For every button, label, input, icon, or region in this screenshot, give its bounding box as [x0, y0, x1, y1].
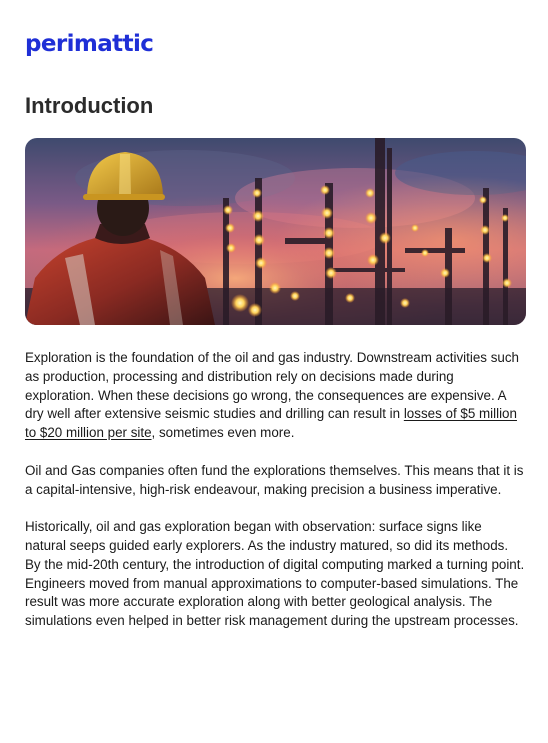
article-body — [25, 349, 525, 650]
refinery-photo-icon — [25, 138, 526, 325]
paragraph-text: , sometimes even more. — [151, 425, 295, 441]
paragraph: Historically, oil and gas exploration began with observation: surface signs like natural seeps guided early explorers. As the industry matured, so did its methods. By the mid-20th century, the introduction of digital computing marked a turning point. Engineers moved from manual approximations to computer-based simulations. The result was more accurate exploration along with better geological analysis. The simulations even helped in better risk management during the upstream processes. — [25, 519, 525, 629]
paragraph-text: Exploration is the foundation of the oil and gas industry. Downstream activities such as production, processing and distribution rely on decisions made during exploration. When these decisions go wrong, the consequences are expensive. A dry well after extensive seismic studies and drilling can result in — [25, 350, 519, 422]
page-title: Introduction — [25, 93, 154, 118]
losses-link[interactable]: losses of $5 million to $20 million per site — [25, 406, 517, 441]
paragraph — [25, 349, 525, 443]
brand-logo[interactable]: perimattic — [25, 31, 154, 57]
paragraph: Oil and Gas companies often fund the explorations themselves. This means that it is a capital-intensive, high-risk endeavour, making precision a business imperative. — [25, 462, 524, 497]
hero-image — [25, 138, 526, 325]
